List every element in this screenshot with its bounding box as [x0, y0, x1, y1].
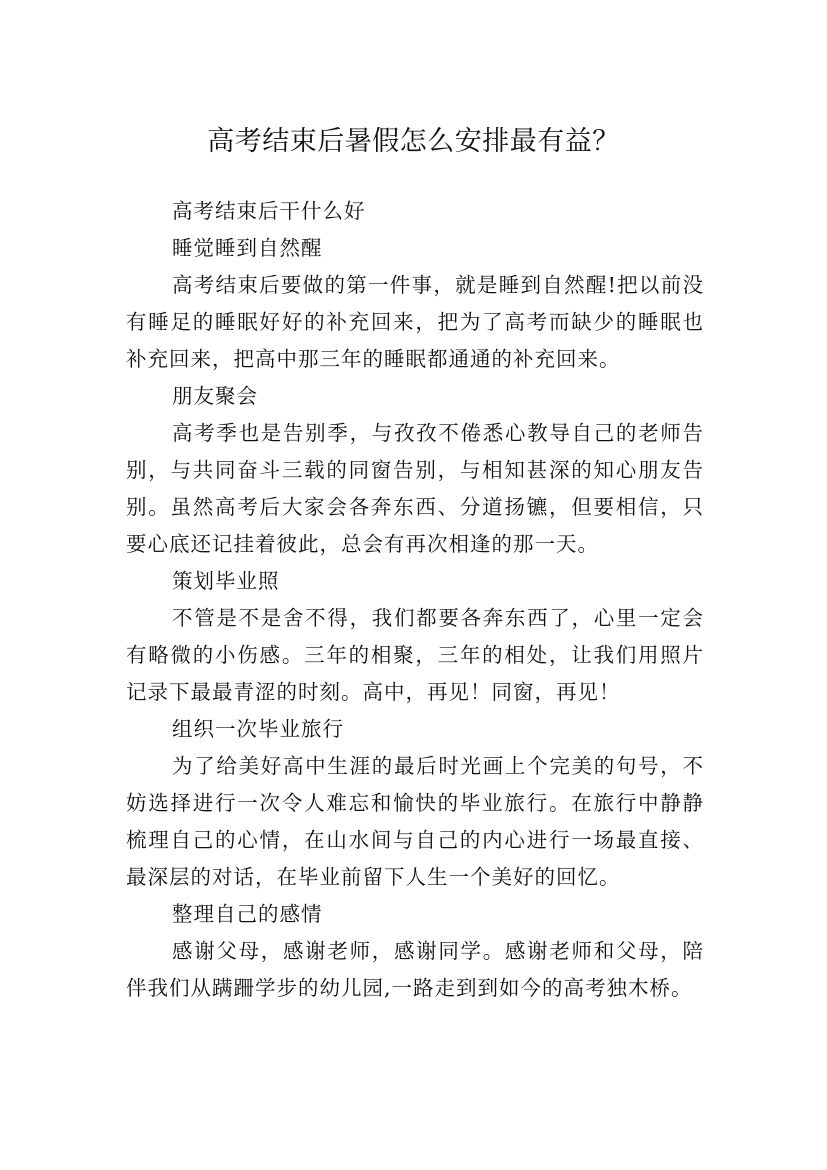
document-body: [126, 193, 704, 1007]
paragraph: 感谢父母，感谢老师，感谢同学。感谢老师和父母，陪伴我们从蹒跚学步的幼儿园,一路走到到如今的高考独木桥。: [126, 939, 704, 1000]
section-heading: 睡觉睡到自然醒: [172, 236, 323, 260]
paragraph: 为了给美好高中生涯的最后时光画上个完美的句号，不妨选择进行一次令人难忘和愉快的毕业旅行。在旅行中静静梳理自己的心情，在山水间与自己的内心进行一场最直接、最深层的对话，在毕业前留下人生一个美好的回忆。: [126, 754, 704, 889]
paragraph: 高考季也是告别季，与孜孜不倦悉心教导自己的老师告别，与共同奋斗三载的同窗告别，与相知甚深的知心朋友告别。虽然高考后大家会各奔东西、分道扬镳，但要相信，只要心底还记挂着彼此，总会有再次相逢的那一天。: [126, 421, 704, 556]
section-heading: 策划毕业照: [172, 569, 280, 593]
document-title: 高考结束后暑假怎么安排最有益？: [207, 126, 620, 158]
section-heading: 整理自己的感情: [172, 902, 323, 926]
section-heading: 组织一次毕业旅行: [172, 717, 344, 741]
section-heading: 高考结束后干什么好: [172, 199, 366, 223]
paragraph: 不管是不是舍不得，我们都要各奔东西了，心里一定会有略微的小伤感。三年的相聚，三年的相处，让我们用照片记录下最最青涩的时刻。高中，再见！同窗，再见！: [126, 606, 704, 704]
section-heading: 朋友聚会: [172, 384, 258, 408]
paragraph: 高考结束后要做的第一件事，就是睡到自然醒!把以前没有睡足的睡眠好好的补充回来，把为了高考而缺少的睡眠也补充回来，把高中那三年的睡眠都通通的补充回来。: [126, 273, 704, 371]
